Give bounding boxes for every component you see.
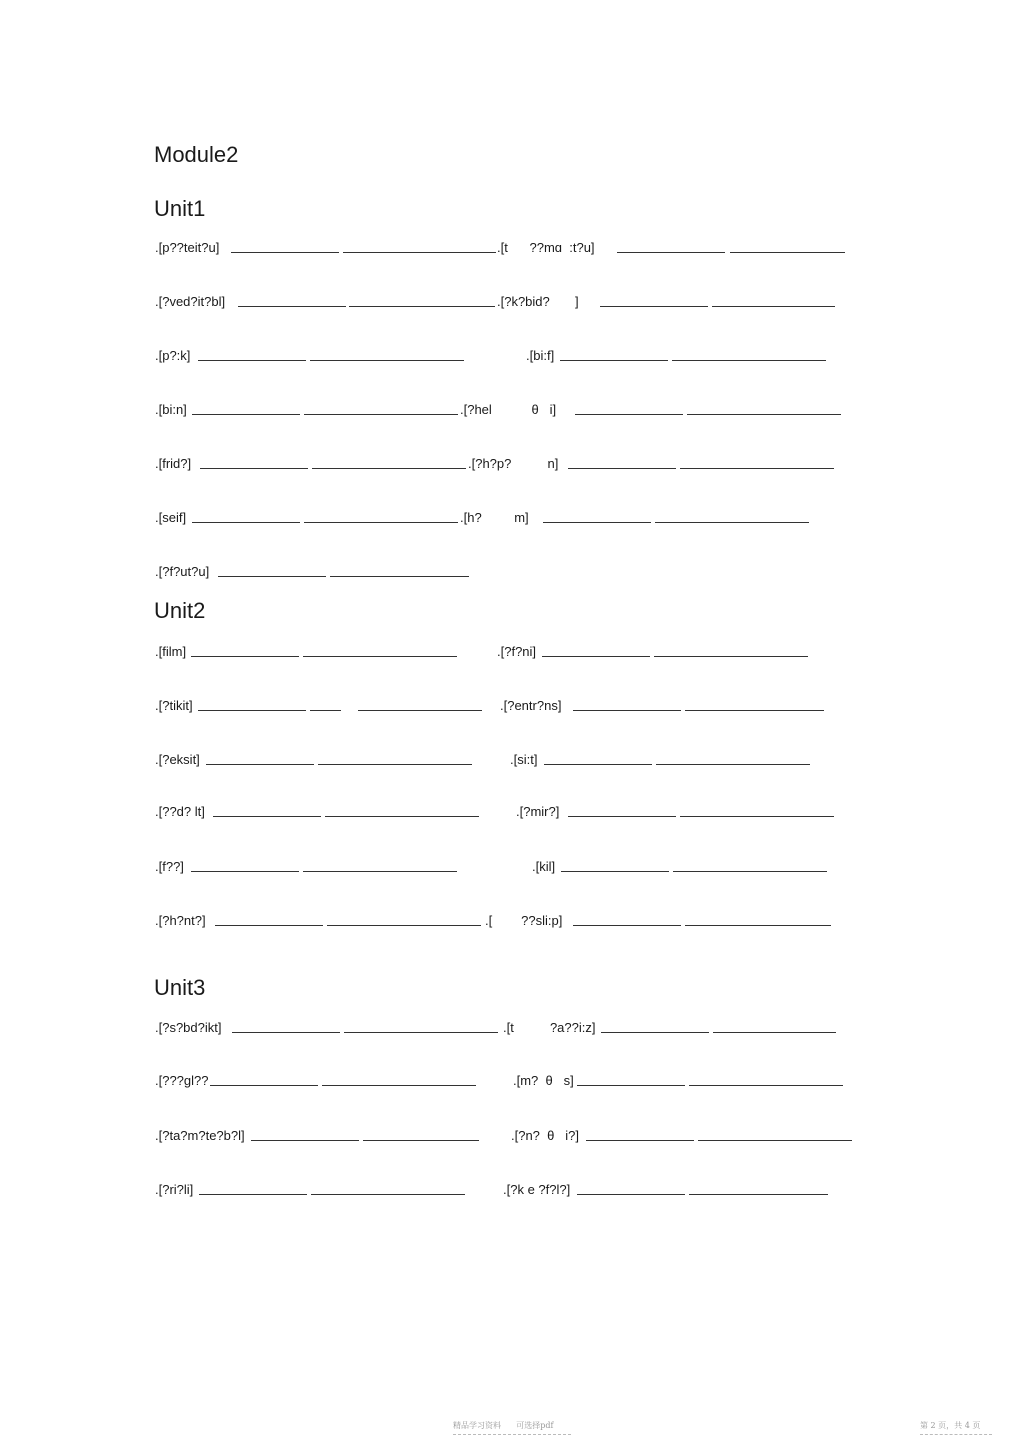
phonetic-entry: .[p?:k] [155,348,191,363]
answer-blank[interactable] [232,1032,340,1033]
answer-blank[interactable] [577,1194,685,1195]
answer-blank[interactable] [344,1032,498,1033]
page-number: 第 2 页，共 4 页 [920,1421,981,1430]
answer-blank[interactable] [310,360,464,361]
footer-divider [920,1434,992,1435]
answer-blank[interactable] [685,710,824,711]
answer-blank[interactable] [343,252,496,253]
answer-blank[interactable] [358,710,482,711]
answer-blank[interactable] [210,1085,318,1086]
phonetic-entry: .[t ??mɑ :t?u] [497,240,595,255]
phonetic-entry: .[?ta?m?te?b?l] [155,1128,245,1143]
answer-blank[interactable] [200,468,308,469]
answer-blank[interactable] [303,871,457,872]
phonetic-entry: .[?entr?ns] [500,698,562,713]
answer-blank[interactable] [349,306,495,307]
answer-blank[interactable] [730,252,845,253]
answer-blank[interactable] [330,576,469,577]
answer-blank[interactable] [318,764,472,765]
phonetic-entry: .[?h?p? n] [468,456,559,471]
unit2-heading: Unit2 [154,598,206,623]
phonetic-entry: .[?hel θ i] [460,402,557,417]
answer-blank[interactable] [192,414,300,415]
answer-blank[interactable] [310,710,341,711]
phonetic-entry: .[film] [155,644,187,659]
unit3-heading: Unit3 [154,975,206,1000]
answer-blank[interactable] [712,306,835,307]
phonetic-entry: .[t ?a??i:z] [503,1020,596,1035]
answer-blank[interactable] [322,1085,476,1086]
phonetic-entry: .[m? θ s] [513,1073,574,1088]
answer-blank[interactable] [213,816,321,817]
phonetic-entry: .[f??] [155,859,184,874]
answer-blank[interactable] [199,1194,307,1195]
answer-blank[interactable] [304,414,458,415]
phonetic-entry: .[?ved?it?bl] [155,294,226,309]
answer-blank[interactable] [560,360,668,361]
module-heading: Module2 [154,142,239,167]
phonetic-entry: .[si:t] [510,752,538,767]
phonetic-entry: .[?k e ?f?l?] [503,1182,571,1197]
answer-blank[interactable] [617,252,725,253]
answer-blank[interactable] [561,871,669,872]
answer-blank[interactable] [303,656,457,657]
answer-blank[interactable] [363,1140,479,1141]
phonetic-entry: .[?mir?] [516,804,560,819]
answer-blank[interactable] [568,816,676,817]
answer-blank[interactable] [654,656,808,657]
answer-blank[interactable] [656,764,810,765]
answer-blank[interactable] [304,522,458,523]
answer-blank[interactable] [689,1085,843,1086]
phonetic-entry: .[bi:f] [526,348,555,363]
answer-blank[interactable] [568,468,676,469]
footer-center-text: 精品学习资料 可选择pdf [453,1421,554,1430]
phonetic-entry: .[?h?nt?] [155,913,206,928]
answer-blank[interactable] [311,1194,465,1195]
answer-blank[interactable] [544,764,652,765]
answer-blank[interactable] [327,925,481,926]
phonetic-entry: .[ ??sli:p] [485,913,563,928]
answer-blank[interactable] [325,816,479,817]
answer-blank[interactable] [586,1140,694,1141]
answer-blank[interactable] [573,925,681,926]
answer-blank[interactable] [543,522,651,523]
phonetic-entry: .[seif] [155,510,187,525]
phonetic-entry: .[frid?] [155,456,192,471]
phonetic-entry: .[?eksit] [155,752,200,767]
answer-blank[interactable] [251,1140,359,1141]
phonetic-entry: .[?ri?li] [155,1182,194,1197]
answer-blank[interactable] [673,871,827,872]
answer-blank[interactable] [542,656,650,657]
answer-blank[interactable] [713,1032,836,1033]
answer-blank[interactable] [231,252,339,253]
answer-blank[interactable] [689,1194,828,1195]
answer-blank[interactable] [685,925,831,926]
phonetic-entry: .[?tikit] [155,698,193,713]
answer-blank[interactable] [600,306,708,307]
answer-blank[interactable] [575,414,683,415]
answer-blank[interactable] [680,468,834,469]
answer-blank[interactable] [206,764,314,765]
answer-blank[interactable] [687,414,841,415]
answer-blank[interactable] [191,656,299,657]
phonetic-entry: .[???gl?? [155,1073,209,1088]
answer-blank[interactable] [198,360,306,361]
phonetic-entry: .[kil] [532,859,556,874]
answer-blank[interactable] [215,925,323,926]
phonetic-entry: .[?n? θ i?] [511,1128,579,1143]
phonetic-entry: .[??d? lt] [155,804,205,819]
footer-divider [453,1434,571,1435]
answer-blank[interactable] [191,871,299,872]
answer-blank[interactable] [573,710,681,711]
answer-blank[interactable] [198,710,306,711]
answer-blank[interactable] [680,816,834,817]
answer-blank[interactable] [238,306,346,307]
answer-blank[interactable] [312,468,466,469]
answer-blank[interactable] [192,522,300,523]
answer-blank[interactable] [218,576,326,577]
phonetic-entry: .[?k?bid? ] [497,294,579,309]
answer-blank[interactable] [655,522,809,523]
phonetic-entry: .[h? m] [460,510,529,525]
answer-blank[interactable] [698,1140,852,1141]
phonetic-entry: .[bi:n] [155,402,187,417]
answer-blank[interactable] [672,360,826,361]
phonetic-entry: .[?f?ni] [497,644,537,659]
phonetic-entry: .[?s?bd?ikt] [155,1020,222,1035]
phonetic-entry: .[p??teit?u] [155,240,220,255]
answer-blank[interactable] [577,1085,685,1086]
answer-blank[interactable] [601,1032,709,1033]
unit1-heading: Unit1 [154,196,206,221]
phonetic-entry: .[?f?ut?u] [155,564,210,579]
